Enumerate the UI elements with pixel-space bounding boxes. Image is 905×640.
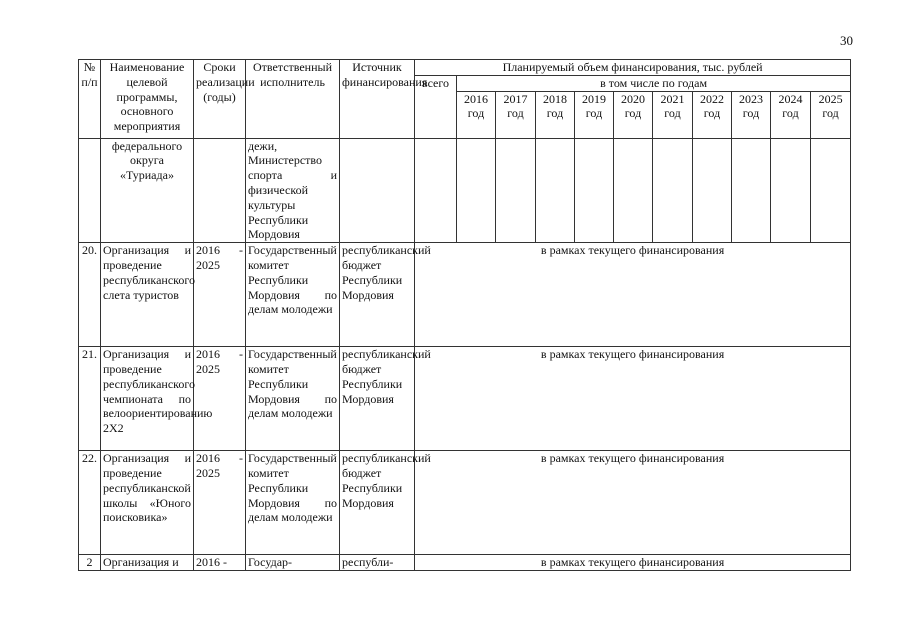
year-2020: 2020 год bbox=[614, 91, 653, 138]
cell-year bbox=[732, 138, 771, 243]
cell-terms bbox=[194, 138, 246, 243]
year-2023: 2023 год bbox=[732, 91, 771, 138]
table-row bbox=[79, 555, 851, 571]
cell-responsible: дежи, Министерство спорта и физической культуры Республики Мордовия bbox=[246, 138, 340, 243]
row-number: 22. bbox=[79, 451, 101, 555]
header-row-1 bbox=[79, 60, 851, 76]
row-financing: в рамках текущего финансирования bbox=[415, 243, 851, 347]
header-planned: Планируемый объем финансирования, тыс. рублей bbox=[415, 60, 851, 76]
header-source: Источник финансирования bbox=[340, 60, 415, 139]
row-terms: 2016 - 2025 bbox=[194, 243, 246, 347]
row-number: 2 bbox=[79, 555, 101, 571]
row-responsible: Государственный комитет Республики Мордовия по делам молодежи bbox=[246, 347, 340, 451]
year-2016: 2016 год bbox=[457, 91, 496, 138]
cell-source bbox=[340, 138, 415, 243]
cell-year bbox=[496, 138, 536, 243]
year-2018: 2018 год bbox=[536, 91, 575, 138]
row-source: республиканский бюджет Республики Мордовия bbox=[340, 243, 415, 347]
year-2025: 2025 год bbox=[811, 91, 851, 138]
cell-year bbox=[575, 138, 614, 243]
row-number: 20. bbox=[79, 243, 101, 347]
row-terms: 2016 - 2025 bbox=[194, 347, 246, 451]
cell-num bbox=[79, 138, 101, 243]
row-financing: в рамках текущего финансирования bbox=[415, 451, 851, 555]
table-row bbox=[79, 243, 851, 347]
cell-year bbox=[457, 138, 496, 243]
row-terms: 2016 - 2025 bbox=[194, 451, 246, 555]
row-financing: в рамках текущего финансирования bbox=[415, 347, 851, 451]
row-name: Организация и проведение республиканского чемпионата по велоориентированию 2Х2 bbox=[101, 347, 194, 451]
cell-year bbox=[614, 138, 653, 243]
header-responsible: Ответственный исполнитель bbox=[246, 60, 340, 139]
row-source: республиканский бюджет Республики Мордовия bbox=[340, 347, 415, 451]
row-responsible: Государственный комитет Республики Мордовия по делам молодежи bbox=[246, 451, 340, 555]
header-total: всего bbox=[415, 75, 457, 138]
row-terms: 2016 - bbox=[194, 555, 246, 571]
cell-name: федерального округа «Туриада» bbox=[101, 138, 194, 243]
cell-year bbox=[653, 138, 693, 243]
cell-total bbox=[415, 138, 457, 243]
year-2022: 2022 год bbox=[693, 91, 732, 138]
cell-year bbox=[811, 138, 851, 243]
header-num: № п/п bbox=[79, 60, 101, 139]
header-by-years: в том числе по годам bbox=[457, 75, 851, 91]
row-financing: в рамках текущего финансирования bbox=[415, 555, 851, 571]
row-name: Организация и проведение республиканского слета туристов bbox=[101, 243, 194, 347]
row-number: 21. bbox=[79, 347, 101, 451]
year-2019: 2019 год bbox=[575, 91, 614, 138]
table-row bbox=[79, 451, 851, 555]
row-source: республи- bbox=[340, 555, 415, 571]
cell-year bbox=[771, 138, 811, 243]
cell-year bbox=[536, 138, 575, 243]
year-2017: 2017 год bbox=[496, 91, 536, 138]
financing-table bbox=[78, 59, 851, 571]
header-terms: Сроки реализации (годы) bbox=[194, 60, 246, 139]
page-number: 30 bbox=[840, 33, 853, 48]
table-row bbox=[79, 347, 851, 451]
row-name: Организация и проведение республиканской школы «Юного поисковика» bbox=[101, 451, 194, 555]
row-responsible: Государ- bbox=[246, 555, 340, 571]
header-name: Наименование целевой программы, основного мероприятия bbox=[101, 60, 194, 139]
continuation-row bbox=[79, 138, 851, 243]
cell-year bbox=[693, 138, 732, 243]
year-2021: 2021 год bbox=[653, 91, 693, 138]
row-responsible: Государственный комитет Республики Мордовия по делам молодежи bbox=[246, 243, 340, 347]
year-2024: 2024 год bbox=[771, 91, 811, 138]
row-name: Организация и bbox=[101, 555, 194, 571]
row-source: республиканский бюджет Республики Мордовия bbox=[340, 451, 415, 555]
